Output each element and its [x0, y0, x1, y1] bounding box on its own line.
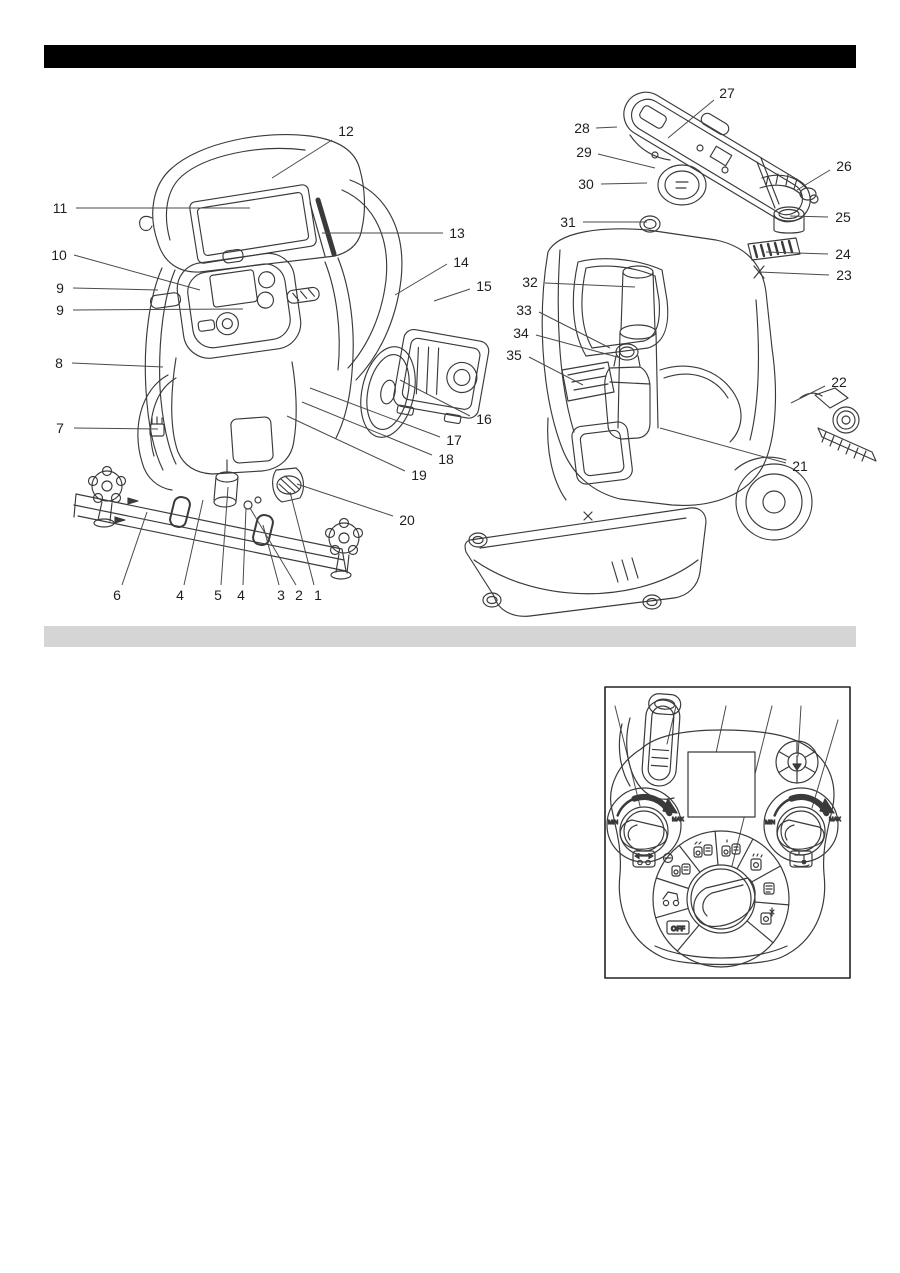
callout-21: 21	[792, 458, 808, 474]
callout-2: 2	[295, 587, 303, 603]
right-drive-lever	[286, 287, 319, 304]
detergent-bottle	[605, 344, 650, 439]
water-flow-knob	[764, 788, 838, 867]
front-recess	[571, 421, 634, 485]
section-header-bar	[44, 45, 856, 68]
callout-33: 33	[516, 302, 532, 318]
callout-13: 13	[449, 225, 465, 241]
squeegee-bar	[74, 494, 346, 571]
min-label-left: MIN	[607, 820, 619, 826]
scrub-vacuum-heavy-icon	[722, 840, 740, 856]
control-panel-frame	[605, 687, 850, 978]
vacuum-icon	[764, 883, 774, 894]
brush-head	[465, 508, 706, 616]
operator-console	[145, 239, 326, 365]
callout-8: 8	[55, 355, 63, 371]
callout-4a: 4	[176, 587, 184, 603]
scrub-icon	[751, 854, 762, 870]
callout-20: 20	[399, 512, 415, 528]
squeegee-assembly	[800, 388, 876, 461]
callout-23: 23	[836, 267, 852, 283]
figure-rear-view	[74, 135, 490, 579]
off-label	[667, 921, 689, 934]
callout-6: 6	[113, 587, 121, 603]
tank-cap	[640, 216, 660, 232]
hood-lid	[189, 184, 317, 264]
callout-19: 19	[411, 467, 427, 483]
max-label-left: MAX	[672, 817, 684, 823]
figure-control-panel	[605, 687, 850, 978]
figure-front-view	[465, 84, 876, 616]
callout-18: 18	[438, 451, 454, 467]
program-selector	[653, 831, 789, 967]
callout-22: 22	[831, 374, 847, 390]
max-label-right: MAX	[829, 817, 841, 823]
callout-17: 17	[446, 432, 462, 448]
vent-grille	[748, 238, 800, 260]
callout-32: 32	[522, 274, 538, 290]
polish-icon	[761, 908, 774, 924]
callout-16: 16	[476, 411, 492, 427]
callout-10: 10	[51, 247, 67, 263]
brush-pressure-knob	[607, 788, 681, 867]
callout-29: 29	[576, 144, 592, 160]
callout-31: 31	[560, 214, 576, 230]
callout-5: 5	[214, 587, 222, 603]
callout-7: 7	[56, 420, 64, 436]
svg-text:OFF: OFF	[671, 926, 685, 933]
eco-mode-icon	[664, 854, 673, 863]
callout-12: 12	[338, 123, 354, 139]
section-divider-bar	[44, 626, 856, 647]
callout-35: 35	[506, 347, 522, 363]
callout-14: 14	[453, 254, 469, 270]
callout-25: 25	[835, 209, 851, 225]
display-screen	[688, 752, 755, 817]
callout-30: 30	[578, 176, 594, 192]
scrub-vacuum-intensive-icon	[694, 842, 712, 857]
fan-dial	[776, 741, 818, 783]
callout-24: 24	[835, 246, 851, 262]
callout-9a: 9	[56, 280, 64, 296]
transport-mode-icon	[663, 892, 679, 906]
callout-26: 26	[836, 158, 852, 174]
handwheel-right	[326, 519, 363, 580]
callout-27: 27	[719, 85, 735, 101]
callout-9b: 9	[56, 302, 64, 318]
callout-15: 15	[476, 278, 492, 294]
callout-28: 28	[574, 120, 590, 136]
callout-11: 11	[52, 200, 68, 216]
drive-direction-lever	[619, 693, 681, 799]
callout-1: 1	[314, 587, 322, 603]
callout-3: 3	[277, 587, 285, 603]
open-lid	[616, 84, 819, 230]
scrub-vacuum-icon	[672, 864, 690, 876]
callout-4b: 4	[237, 587, 245, 603]
storage-compartment	[562, 362, 614, 401]
min-label-right: MIN	[764, 820, 776, 826]
callout-34: 34	[513, 325, 529, 341]
